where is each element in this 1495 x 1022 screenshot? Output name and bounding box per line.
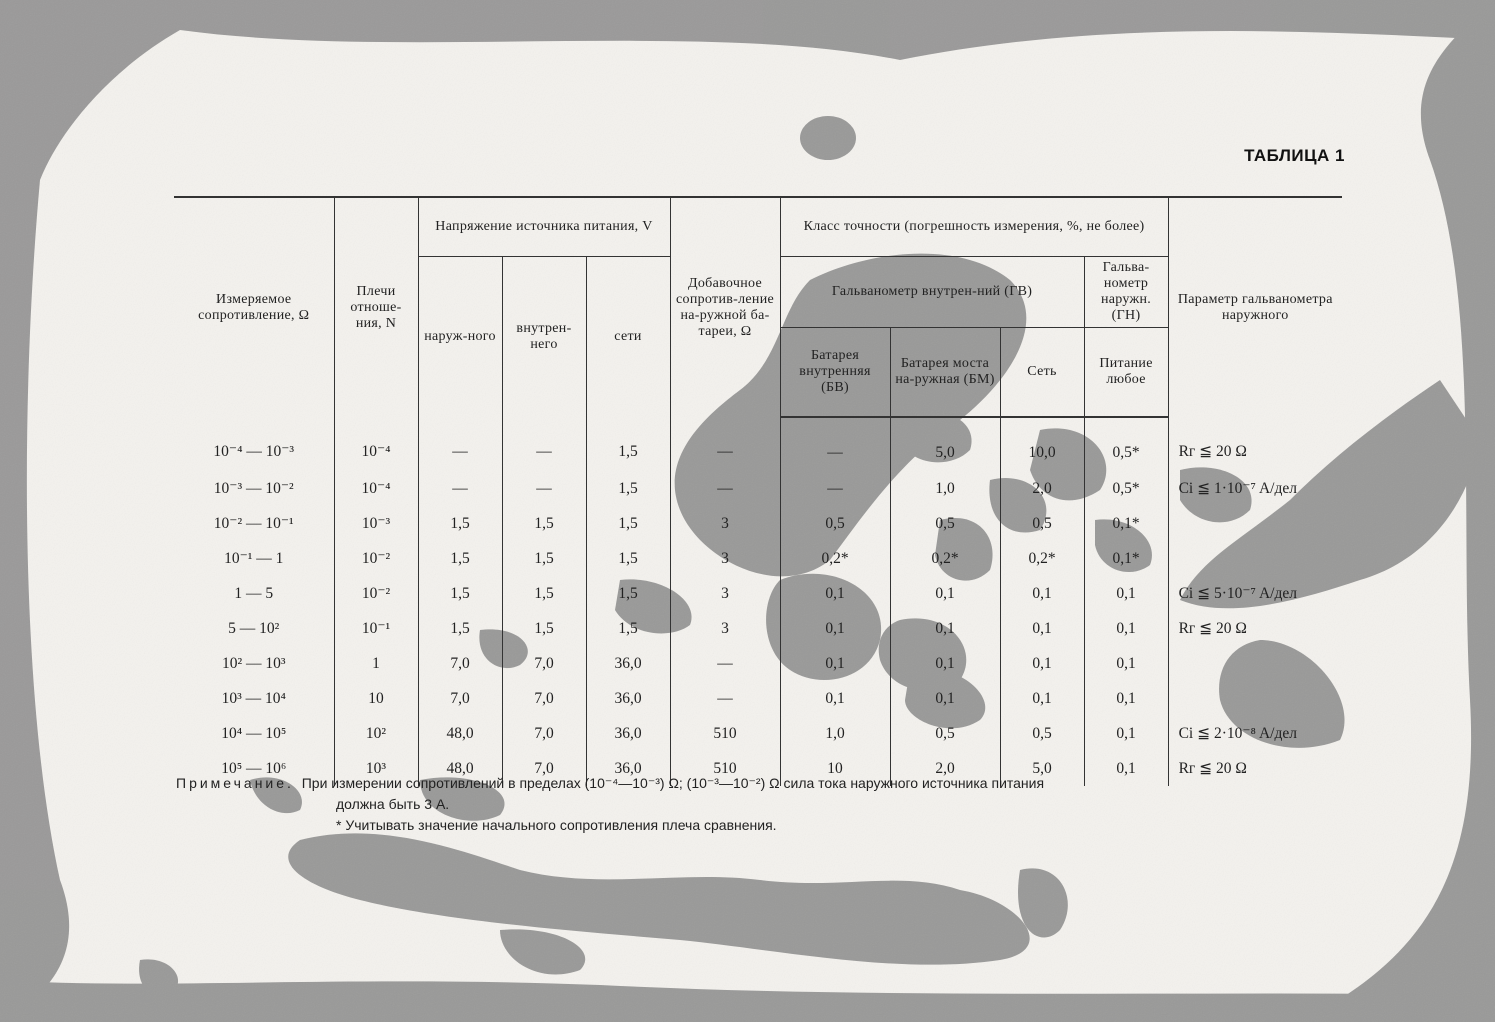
cell-bm: 0,2* xyxy=(890,541,1000,576)
cell-add-resistance: 510 xyxy=(670,716,780,751)
cell-range: 1 — 5 xyxy=(234,584,274,602)
cell-range: 10⁴ — 10⁵ xyxy=(221,724,287,742)
cell-int-voltage: 1,5 xyxy=(502,506,586,541)
cell-add-resistance: 3 xyxy=(670,541,780,576)
cell-ratio: 10⁻² xyxy=(334,541,418,576)
note-line-1: При измерении сопротивлений в пределах (10⁻⁴—10⁻³) Ω; (10⁻³—10⁻²) Ω сила тока наружного источника питания xyxy=(301,775,1045,791)
col-header-galv-internal: Гальванометр внутрен-ний (ГВ) xyxy=(780,257,1084,328)
cell-bv: 10 xyxy=(780,751,890,786)
table-row xyxy=(174,417,1342,471)
col-header-galv-external: Гальва-нометр наружн. (ГН) xyxy=(1084,257,1168,328)
table-title: ТАБЛИЦА 1 xyxy=(1244,146,1345,165)
cell-galv-param: Ci ≦ 5·10⁻⁷ A/дел xyxy=(1168,576,1342,611)
cell-range: 10³ — 10⁴ xyxy=(221,689,286,707)
cell-galv-param: Ci ≦ 1·10⁻⁷ A/дел xyxy=(1168,471,1342,506)
cell-int-voltage: 7,0 xyxy=(502,751,586,786)
cell-gn: 0,5* xyxy=(1084,417,1168,471)
table-row xyxy=(174,716,1342,751)
col-header-additional-resistance: Добавочное сопротив-ление на-ружной ба-тареи, Ω xyxy=(670,197,780,417)
cell-ratio: 10³ xyxy=(334,751,418,786)
cell-range: 5 — 10² xyxy=(228,619,280,637)
cell-add-resistance: 510 xyxy=(670,751,780,786)
cell-ratio: 10⁻¹ xyxy=(334,611,418,646)
cell-gn: 0,1 xyxy=(1084,611,1168,646)
table-row xyxy=(174,506,1342,541)
col-header-ratio-arms: Плечи отноше-ния, N xyxy=(334,197,418,417)
cell-ext-voltage: 48,0 xyxy=(418,751,502,786)
cell-bv: 0,1 xyxy=(780,681,890,716)
col-header-external: наруж-ного xyxy=(418,257,502,418)
cell-add-resistance: 3 xyxy=(670,576,780,611)
col-header-supply-any: Питание любое xyxy=(1084,328,1168,418)
cell-int-voltage: 1,5 xyxy=(502,541,586,576)
cell-galv-param xyxy=(1168,506,1342,541)
cell-network: 0,2* xyxy=(1000,541,1084,576)
cell-add-resistance: — xyxy=(670,471,780,506)
cell-ratio: 1 xyxy=(334,646,418,681)
cell-network: 5,0 xyxy=(1000,751,1084,786)
cell-galv-param: Rг ≦ 20 Ω xyxy=(1168,611,1342,646)
cell-int-voltage: 1,5 xyxy=(502,576,586,611)
cell-range: 10⁵ — 10⁶ xyxy=(221,759,287,777)
cell-range: 10⁻⁴ — 10⁻³ xyxy=(213,443,295,461)
cell-int-voltage: 7,0 xyxy=(502,681,586,716)
cell-bm: 5,0 xyxy=(890,417,1000,471)
cell-int-voltage: 7,0 xyxy=(502,716,586,751)
note-line-2: должна быть 3 А. xyxy=(336,796,450,812)
cell-range: 10⁻² — 10⁻¹ xyxy=(213,514,294,532)
table-row xyxy=(174,471,1342,506)
cell-galv-param xyxy=(1168,646,1342,681)
cell-gn: 0,1 xyxy=(1084,576,1168,611)
cell-galv-param: Rг ≦ 20 Ω xyxy=(1168,417,1342,471)
col-header-internal: внутрен-него xyxy=(502,257,586,418)
cell-ext-voltage: 1,5 xyxy=(418,611,502,646)
cell-ratio: 10 xyxy=(334,681,418,716)
cell-int-voltage: 7,0 xyxy=(502,646,586,681)
cell-int-voltage: — xyxy=(502,417,586,471)
cell-mains-voltage: 1,5 xyxy=(586,417,670,471)
cell-range: 10² — 10³ xyxy=(221,654,286,672)
col-header-accuracy-class: Класс точности (погрешность измерения, %, не более) xyxy=(780,197,1168,257)
cell-ext-voltage: — xyxy=(418,417,502,471)
cell-bv: 0,2* xyxy=(780,541,890,576)
cell-add-resistance: — xyxy=(670,417,780,471)
table-row xyxy=(174,576,1342,611)
table-row xyxy=(174,611,1342,646)
cell-mains-voltage: 1,5 xyxy=(586,576,670,611)
cell-bv: 0,1 xyxy=(780,611,890,646)
cell-ext-voltage: 1,5 xyxy=(418,506,502,541)
cell-bv: — xyxy=(780,471,890,506)
cell-bm: 1,0 xyxy=(890,471,1000,506)
cell-ratio: 10⁻⁴ xyxy=(334,471,418,506)
cell-bm: 2,0 xyxy=(890,751,1000,786)
cell-range: 10⁻³ — 10⁻² xyxy=(213,479,294,497)
cell-network: 0,5 xyxy=(1000,716,1084,751)
cell-ext-voltage: 48,0 xyxy=(418,716,502,751)
col-header-measured-resistance: Измеряемое сопротивление, Ω xyxy=(198,291,310,323)
cell-network: 0,1 xyxy=(1000,646,1084,681)
cell-int-voltage: — xyxy=(502,471,586,506)
cell-network: 10,0 xyxy=(1000,417,1084,471)
col-header-network: Сеть xyxy=(1000,328,1084,418)
cell-bm: 0,5 xyxy=(890,716,1000,751)
cell-bm: 0,1 xyxy=(890,576,1000,611)
cell-gn: 0,1 xyxy=(1084,646,1168,681)
cell-mains-voltage: 36,0 xyxy=(586,681,670,716)
cell-galv-param xyxy=(1168,681,1342,716)
cell-bv: 0,5 xyxy=(780,506,890,541)
cell-int-voltage: 1,5 xyxy=(502,611,586,646)
cell-gn: 0,1 xyxy=(1084,751,1168,786)
cell-mains-voltage: 36,0 xyxy=(586,646,670,681)
cell-gn: 0,5* xyxy=(1084,471,1168,506)
cell-bm: 0,1 xyxy=(890,681,1000,716)
cell-mains-voltage: 1,5 xyxy=(586,471,670,506)
cell-mains-voltage: 36,0 xyxy=(586,716,670,751)
cell-bm: 0,1 xyxy=(890,611,1000,646)
cell-add-resistance: — xyxy=(670,681,780,716)
cell-galv-param: Ci ≦ 2·10⁻⁸ A/дел xyxy=(1168,716,1342,751)
cell-ratio: 10² xyxy=(334,716,418,751)
cell-bv: 1,0 xyxy=(780,716,890,751)
cell-range: 10⁻¹ — 1 xyxy=(224,549,284,567)
cell-ratio: 10⁻² xyxy=(334,576,418,611)
cell-network: 0,1 xyxy=(1000,611,1084,646)
cell-galv-param: Rг ≦ 20 Ω xyxy=(1168,751,1342,786)
table-row xyxy=(174,681,1342,716)
cell-gn: 0,1 xyxy=(1084,716,1168,751)
cell-mains-voltage: 1,5 xyxy=(586,541,670,576)
cell-ext-voltage: 1,5 xyxy=(418,576,502,611)
cell-ratio: 10⁻⁴ xyxy=(334,417,418,471)
cell-mains-voltage: 1,5 xyxy=(586,611,670,646)
cell-mains-voltage: 1,5 xyxy=(586,506,670,541)
cell-network: 0,1 xyxy=(1000,576,1084,611)
cell-ext-voltage: — xyxy=(418,471,502,506)
cell-network: 2,0 xyxy=(1000,471,1084,506)
cell-gn: 0,1* xyxy=(1084,541,1168,576)
note-lead: Примечание. xyxy=(176,775,294,791)
cell-network: 0,1 xyxy=(1000,681,1084,716)
cell-ext-voltage: 7,0 xyxy=(418,646,502,681)
cell-gn: 0,1* xyxy=(1084,506,1168,541)
cell-bv: 0,1 xyxy=(780,576,890,611)
cell-add-resistance: 3 xyxy=(670,506,780,541)
cell-network: 0,5 xyxy=(1000,506,1084,541)
col-header-battery-bridge-external: Батарея моста на-ружная (БМ) xyxy=(890,328,1000,418)
cell-bv: 0,1 xyxy=(780,646,890,681)
cell-ext-voltage: 1,5 xyxy=(418,541,502,576)
note-star: * Учитывать значение начального сопротивления плеча сравнения. xyxy=(336,817,777,833)
cell-add-resistance: 3 xyxy=(670,611,780,646)
col-header-battery-internal: Батарея внутренняя (БВ) xyxy=(780,328,890,418)
resistance-table xyxy=(174,196,1342,786)
col-header-mains: сети xyxy=(586,257,670,418)
cell-ext-voltage: 7,0 xyxy=(418,681,502,716)
col-header-galv-param: Параметр гальванометра наружного xyxy=(1168,197,1342,417)
table-note xyxy=(176,773,1346,836)
col-header-supply-voltage: Напряжение источника питания, V xyxy=(418,197,670,257)
cell-add-resistance: — xyxy=(670,646,780,681)
table-row xyxy=(174,646,1342,681)
cell-bm: 0,1 xyxy=(890,646,1000,681)
cell-gn: 0,1 xyxy=(1084,681,1168,716)
cell-mains-voltage: 36,0 xyxy=(586,751,670,786)
table-row xyxy=(174,541,1342,576)
cell-ratio: 10⁻³ xyxy=(334,506,418,541)
cell-galv-param xyxy=(1168,541,1342,576)
cell-bv: — xyxy=(780,417,890,471)
cell-bm: 0,5 xyxy=(890,506,1000,541)
